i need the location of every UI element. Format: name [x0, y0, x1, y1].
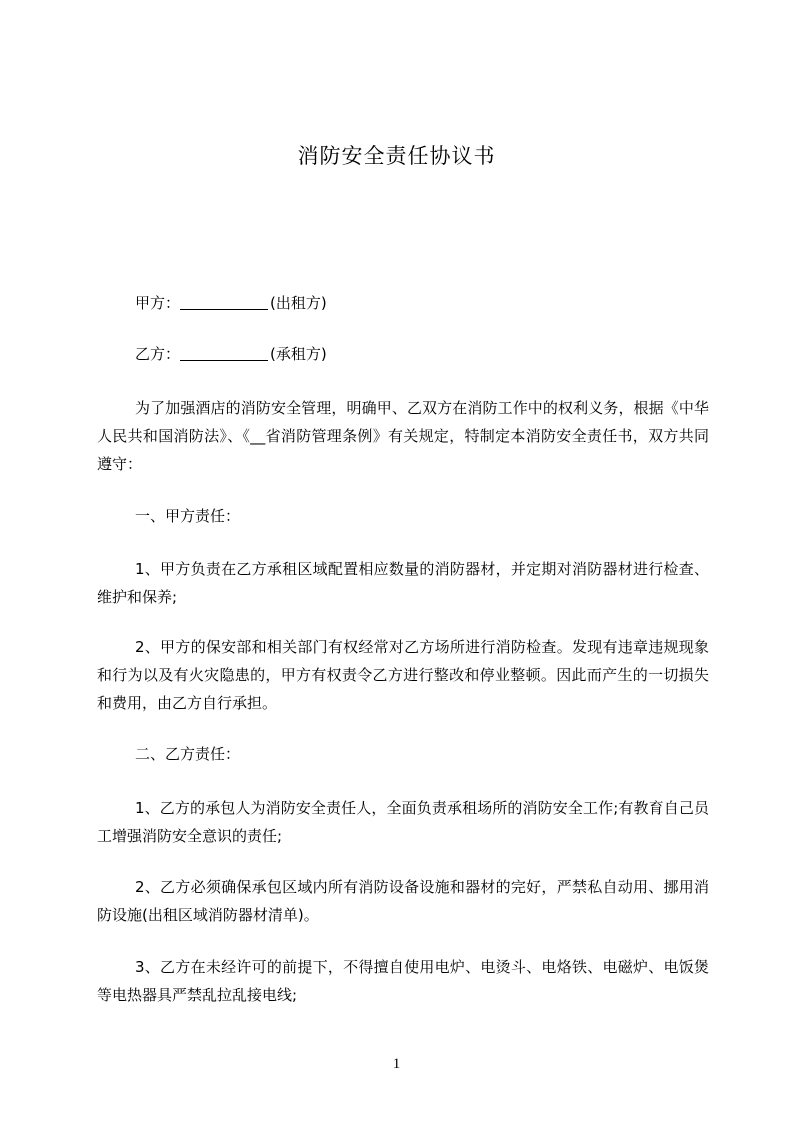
- party-a-line: [135, 289, 635, 317]
- section-a-item-2: 2、甲方的保安部和相关部门有权经常对乙方场所进行消防检查。发现有违章违规现象和行为以及有火灾隐患的，甲方有权责令乙方进行整改和停业整顿。因此而产生的一切损失和费用，由乙方自行承担。: [97, 638, 709, 712]
- preamble-paragraph: 为了加强酒店的消防安全管理，明确甲、乙双方在消防工作中的权利义务，根据《中华人民共和国消防法》、《__省消防管理条例》有关规定，特制定本消防安全责任书，双方共同遵守：: [97, 399, 709, 473]
- section-b-item-2: 2、乙方必须确保承包区域内所有消防设备设施和器材的完好，严禁私自动用、挪用消防设施(出租区域消防器材清单)。: [97, 878, 709, 924]
- section-b-heading: 二、乙方责任：: [135, 745, 241, 763]
- document-title: 消防安全责任协议书: [297, 144, 496, 168]
- party-b-line: [135, 340, 635, 368]
- party-b-role: (承租方): [270, 345, 327, 363]
- section-b-item-1: 1、乙方的承包人为消防安全责任人，全面负责承租场所的消防安全工作;有教育自己员工增强消防安全意识的责任;: [97, 799, 709, 845]
- section-b-item-3: 3、乙方在未经许可的前提下，不得擅自使用电炉、电烫斗、电烙铁、电磁炉、电饭煲等电热器具严禁乱拉乱接电线;: [97, 958, 709, 1004]
- section-a-heading: 一、甲方责任：: [135, 507, 241, 525]
- party-a-blank: [180, 294, 268, 310]
- section-a-item-1: 1、甲方负责在乙方承租区域配置相应数量的消防器材，并定期对消防器材进行检查、维护和保养;: [97, 560, 709, 606]
- party-b-label: 乙方：: [135, 345, 181, 363]
- party-a-role: (出租方): [270, 294, 327, 312]
- page-number: 1: [392, 1056, 401, 1072]
- party-a-label: 甲方：: [135, 294, 181, 312]
- party-b-blank: [180, 345, 268, 361]
